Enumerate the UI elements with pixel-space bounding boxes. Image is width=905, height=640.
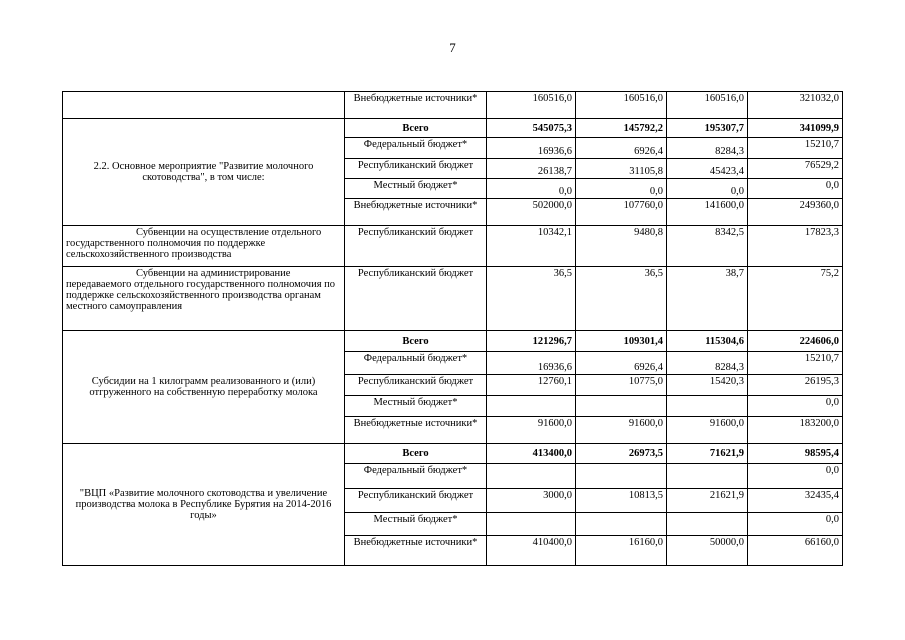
value-cell: 32435,4 [748, 489, 843, 513]
value-cell: 36,5 [487, 267, 576, 331]
table-row [63, 92, 843, 119]
value-cell: 121296,7 [487, 331, 576, 352]
funding-source: Федеральный бюджет* [345, 138, 487, 159]
funding-source: Республиканский бюджет [345, 159, 487, 179]
value-cell: 0,0 [748, 179, 843, 199]
value-cell: 8284,3 [667, 138, 748, 159]
funding-source: Федеральный бюджет* [345, 352, 487, 375]
value-cell: 75,2 [748, 267, 843, 331]
value-cell [576, 513, 667, 536]
value-cell: 10813,5 [576, 489, 667, 513]
value-cell: 3000,0 [487, 489, 576, 513]
table-row [63, 331, 843, 352]
value-cell: 0,0 [576, 179, 667, 199]
funding-source: Республиканский бюджет [345, 375, 487, 396]
value-cell: 0,0 [748, 513, 843, 536]
funding-source: Внебюджетные источники* [345, 417, 487, 444]
funding-source: Местный бюджет* [345, 396, 487, 417]
row-description: 2.2. Основное мероприятие "Развитие молочного скотоводства", в том числе: [63, 119, 345, 226]
row-description: Субвенции на осуществление отдельного государственного полномочия по поддержке сельскохозяйственного производства [63, 226, 345, 267]
budget-table [62, 91, 843, 566]
value-cell: 16936,6 [487, 352, 576, 375]
value-cell: 107760,0 [576, 199, 667, 226]
value-cell: 183200,0 [748, 417, 843, 444]
funding-source: Местный бюджет* [345, 179, 487, 199]
value-cell: 8284,3 [667, 352, 748, 375]
value-cell: 17823,3 [748, 226, 843, 267]
row-description: Субсидии на 1 килограмм реализованного и (или) отгруженного на собственную переработку молока [63, 331, 345, 444]
value-cell: 160516,0 [576, 92, 667, 119]
table-row [63, 226, 843, 267]
value-cell [576, 464, 667, 489]
funding-source: Республиканский бюджет [345, 489, 487, 513]
value-cell: 341099,9 [748, 119, 843, 138]
value-cell: 36,5 [576, 267, 667, 331]
value-cell: 249360,0 [748, 199, 843, 226]
value-cell: 321032,0 [748, 92, 843, 119]
value-cell: 545075,3 [487, 119, 576, 138]
value-cell: 6926,4 [576, 138, 667, 159]
funding-source: Всего [345, 444, 487, 464]
page-number: 7 [449, 40, 456, 55]
value-cell: 141600,0 [667, 199, 748, 226]
value-cell: 15210,7 [748, 138, 843, 159]
funding-source: Внебюджетные источники* [345, 536, 487, 566]
value-cell: 31105,8 [576, 159, 667, 179]
value-cell [487, 513, 576, 536]
value-cell: 26138,7 [487, 159, 576, 179]
value-cell: 15210,7 [748, 352, 843, 375]
value-cell: 0,0 [667, 179, 748, 199]
value-cell: 91600,0 [487, 417, 576, 444]
value-cell [667, 464, 748, 489]
funding-source: Республиканский бюджет [345, 267, 487, 331]
value-cell: 109301,4 [576, 331, 667, 352]
value-cell: 12760,1 [487, 375, 576, 396]
funding-source: Всего [345, 331, 487, 352]
funding-source: Местный бюджет* [345, 513, 487, 536]
value-cell: 0,0 [748, 464, 843, 489]
value-cell: 9480,8 [576, 226, 667, 267]
value-cell: 0,0 [748, 396, 843, 417]
value-cell: 10775,0 [576, 375, 667, 396]
value-cell: 145792,2 [576, 119, 667, 138]
value-cell: 10342,1 [487, 226, 576, 267]
value-cell: 160516,0 [667, 92, 748, 119]
value-cell [487, 464, 576, 489]
value-cell: 76529,2 [748, 159, 843, 179]
value-cell: 160516,0 [487, 92, 576, 119]
value-cell: 26973,5 [576, 444, 667, 464]
value-cell: 16160,0 [576, 536, 667, 566]
value-cell: 98595,4 [748, 444, 843, 464]
funding-source: Внебюджетные источники* [345, 92, 487, 119]
value-cell: 45423,4 [667, 159, 748, 179]
row-description: Субвенции на администрирование передаваемого отдельного государственного полномочия по поддержке сельскохозяйственного производства органам местного самоуправления [63, 267, 345, 331]
value-cell: 66160,0 [748, 536, 843, 566]
funding-source: Республиканский бюджет [345, 226, 487, 267]
value-cell: 38,7 [667, 267, 748, 331]
value-cell: 71621,9 [667, 444, 748, 464]
row-description: "ВЦП «Развитие молочного скотоводства и увеличение производства молока в Республике Бурятия на 2014-2016 годы» [63, 444, 345, 566]
value-cell: 50000,0 [667, 536, 748, 566]
table-row [63, 119, 843, 138]
value-cell: 21621,9 [667, 489, 748, 513]
funding-source: Всего [345, 119, 487, 138]
value-cell: 91600,0 [576, 417, 667, 444]
value-cell: 0,0 [487, 179, 576, 199]
value-cell: 413400,0 [487, 444, 576, 464]
value-cell: 224606,0 [748, 331, 843, 352]
value-cell: 16936,6 [487, 138, 576, 159]
table-row [63, 267, 843, 331]
value-cell [667, 513, 748, 536]
row-description [63, 92, 345, 119]
value-cell: 8342,5 [667, 226, 748, 267]
value-cell: 15420,3 [667, 375, 748, 396]
value-cell: 195307,7 [667, 119, 748, 138]
value-cell [667, 396, 748, 417]
table-row [63, 444, 843, 464]
value-cell [576, 396, 667, 417]
value-cell: 91600,0 [667, 417, 748, 444]
funding-source: Федеральный бюджет* [345, 464, 487, 489]
value-cell: 502000,0 [487, 199, 576, 226]
value-cell: 115304,6 [667, 331, 748, 352]
value-cell [487, 396, 576, 417]
value-cell: 26195,3 [748, 375, 843, 396]
value-cell: 410400,0 [487, 536, 576, 566]
value-cell: 6926,4 [576, 352, 667, 375]
funding-source: Внебюджетные источники* [345, 199, 487, 226]
